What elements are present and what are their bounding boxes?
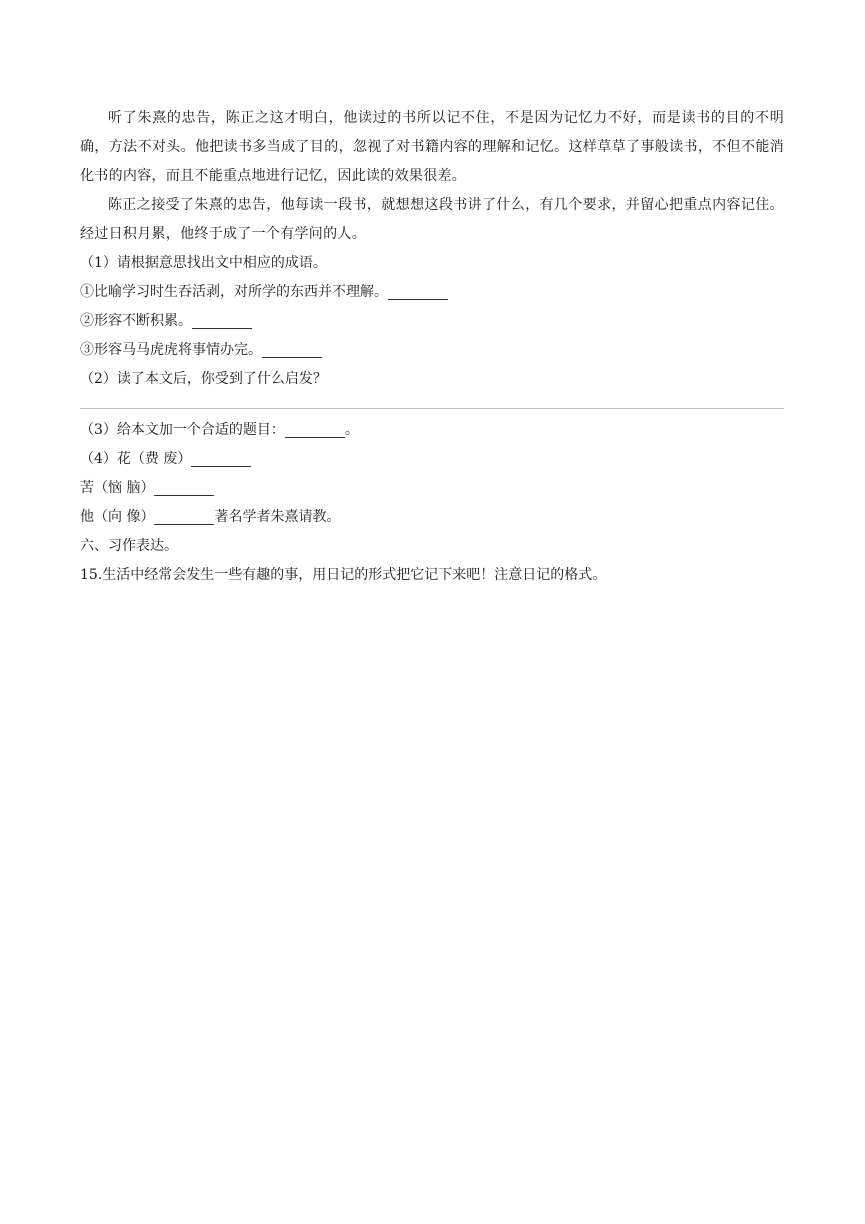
- answer-blank[interactable]: [192, 312, 252, 329]
- answer-blank[interactable]: [285, 421, 345, 438]
- answer-blank[interactable]: [154, 479, 214, 496]
- question-4-c-prefix: 他（向 像）: [80, 509, 155, 525]
- question-1-text: （1）请根据意思找出文中相应的成语。: [80, 255, 327, 271]
- question-3-text: （3）给本文加一个合适的题目：: [80, 422, 285, 438]
- passage-paragraph-2: 陈正之接受了朱熹的忠告，他每读一段书，就想想这段书讲了什么，有几个要求，并留心把重点内容记住。经过日积月累，他终于成了一个有学问的人。: [80, 197, 784, 242]
- question-1-item-2-text: ②形容不断积累。: [80, 313, 192, 329]
- question-1-item-3: [80, 336, 784, 365]
- question-3-prompt: [80, 416, 784, 445]
- question-4-line-c: [80, 503, 784, 532]
- answer-line[interactable]: [80, 394, 784, 409]
- passage-paragraph-1: 听了朱熹的忠告，陈正之这才明白，他读过的书所以记不住，不是因为记忆力不好，而是读书的目的不明确，方法不对头。他把读书多当成了目的，忽视了对书籍内容的理解和记忆。这样草草了事般读书，不但不能消化书的内容，而且不能重点地进行记忆，因此读的效果很差。: [80, 110, 784, 184]
- question-1-item-2: [80, 307, 784, 336]
- question-1-prompt: [80, 249, 784, 278]
- question-4-line-b: [80, 474, 784, 503]
- answer-blank[interactable]: [262, 341, 322, 358]
- question-1-item-1: [80, 278, 784, 307]
- question-1-item-1-text: ①比喻学习时生吞活剥，对所学的东西并不理解。: [80, 284, 388, 300]
- question-15: [80, 561, 784, 590]
- question-1-item-3-text: ③形容马马虎虎将事情办完。: [80, 342, 262, 358]
- question-4-line-a: [80, 445, 784, 474]
- question-2-prompt: [80, 365, 784, 394]
- section-6-heading: [80, 532, 784, 561]
- question-4-a-text: （4）花（费 废）: [80, 451, 192, 467]
- question-2-text: （2）读了本文后，你受到了什么启发？: [80, 371, 327, 387]
- question-15-text: 15.生活中经常会发生一些有趣的事，用日记的形式把它记下来吧！注意日记的格式。: [80, 567, 607, 583]
- question-4-c-suffix: 著名学者朱熹请教。: [214, 509, 341, 525]
- section-6-heading-text: 六、习作表达。: [80, 538, 178, 554]
- answer-blank[interactable]: [191, 450, 251, 467]
- question-3-suffix: 。: [344, 422, 359, 438]
- answer-blank[interactable]: [154, 508, 214, 525]
- document-page: [80, 104, 784, 590]
- question-4-b-text: 苦（恼 脑）: [80, 480, 155, 496]
- answer-blank[interactable]: [388, 283, 448, 300]
